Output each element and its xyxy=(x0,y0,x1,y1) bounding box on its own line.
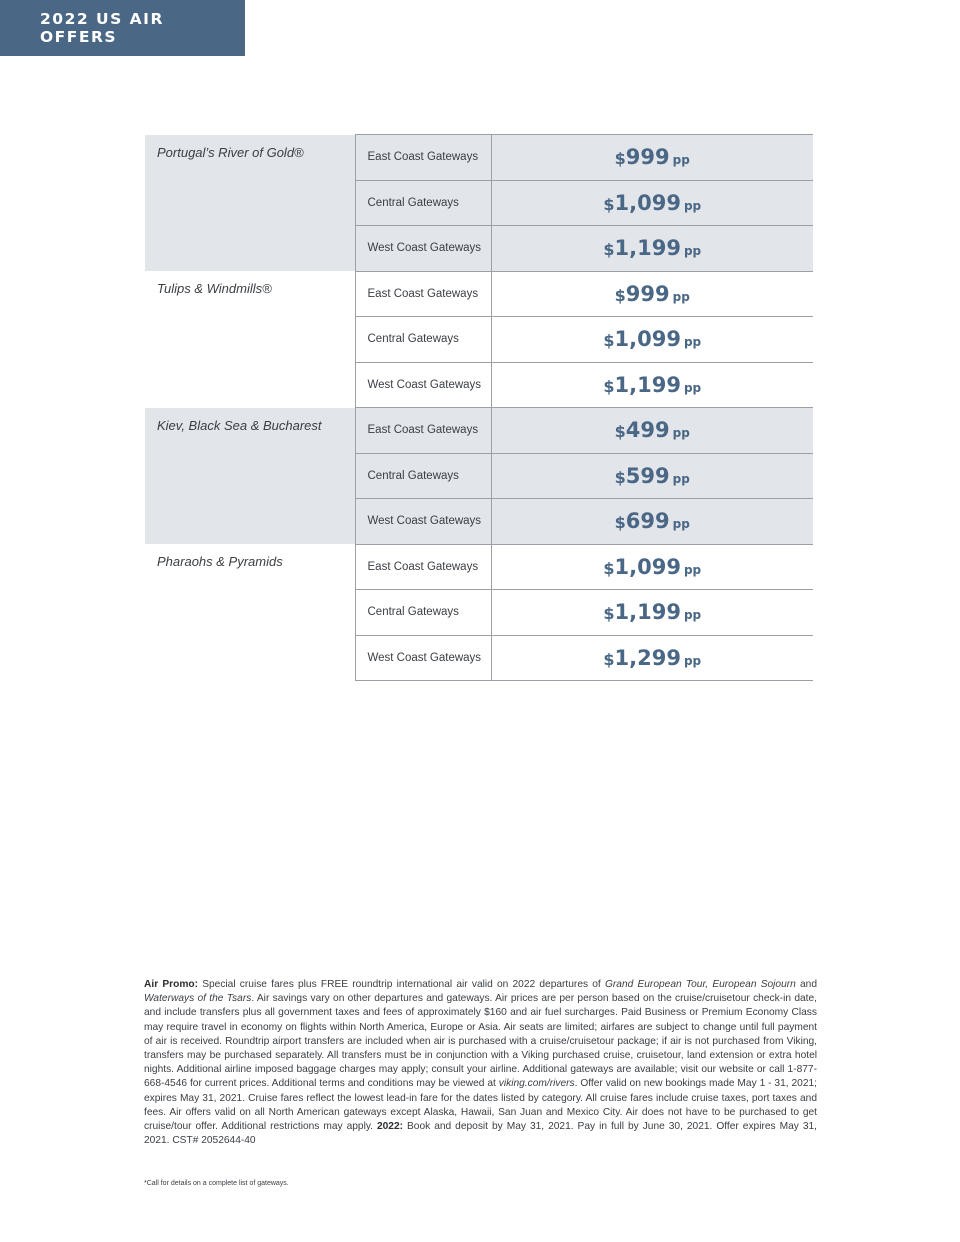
fare-price xyxy=(491,362,813,408)
price-amount: 1,199 xyxy=(614,600,681,625)
currency-symbol: $ xyxy=(614,285,626,305)
gateway-label: Central Gateways xyxy=(355,317,491,363)
gateway-label: East Coast Gateways xyxy=(355,135,491,181)
per-person-suffix: pp xyxy=(683,608,702,623)
terms-text-2: and xyxy=(795,979,818,990)
per-person-suffix: pp xyxy=(683,198,702,213)
price-amount: 1,199 xyxy=(614,236,681,261)
price-amount: 699 xyxy=(625,509,670,534)
page-header-tab xyxy=(0,0,245,56)
fare-row xyxy=(145,544,813,590)
per-person-suffix: pp xyxy=(683,380,702,395)
price-amount: 1,199 xyxy=(614,372,681,397)
per-person-suffix: pp xyxy=(672,289,690,304)
per-person-suffix: pp xyxy=(683,562,702,577)
gateway-label: West Coast Gateways xyxy=(355,635,491,681)
currency-symbol: $ xyxy=(614,422,626,442)
price-amount: 999 xyxy=(625,281,670,306)
cruise-name: Kiev, Black Sea & Bucharest xyxy=(145,408,355,545)
currency-symbol: $ xyxy=(603,331,615,351)
fare-price xyxy=(491,499,813,545)
price-amount: 1,099 xyxy=(614,190,681,215)
terms-italic-1: Grand European Tour, European Sojourn xyxy=(604,979,796,990)
fare-price xyxy=(491,544,813,590)
terms-italic-2: Waterways of the Tsars xyxy=(144,993,252,1005)
price-amount: 1,099 xyxy=(614,554,681,579)
cruise-name: Pharaohs & Pyramids xyxy=(157,554,283,569)
gateway-label: West Coast Gateways xyxy=(355,499,491,545)
gateway-label: East Coast Gateways xyxy=(355,271,491,317)
currency-symbol: $ xyxy=(603,604,615,624)
per-person-suffix: pp xyxy=(683,244,702,259)
fare-price xyxy=(491,453,813,499)
fare-price xyxy=(491,180,813,226)
terms-text-3: . Air savings vary on other departures and gateways. Air prices are per person based on the cruise/cruisetour check-in date, and include transfers plus all government taxes and fees of approximately $160 and air fuel surcharges. Paid Business or Premium Economy Class may require travel in economy on flights within North America, Europe or Asia. Air seats are limited; airfares are subject to change until full payment of air is received. Roundtrip airport transfers are included when air is purchased with a cruise/cruisetour package; if air is not purchased from Viking, transfers may be purchased separately. All transfers must be in conjunction with a Viking purchased cruise, cruisetour, land extension or extra hotel nights. Additional airline imposed baggage charges may apply; consult your airline. Additional gateways are available; visit our website or call 1-877-668-4546 for current prices. Additional terms and conditions may be viewed at xyxy=(144,993,817,1090)
price-amount: 999 xyxy=(625,145,670,170)
gateways-footnote: *Call for details on a complete list of gateways. xyxy=(144,1180,289,1187)
fare-row xyxy=(145,135,813,181)
terms-website-link[interactable]: viking.com/rivers xyxy=(498,1078,575,1090)
fare-price xyxy=(491,408,813,454)
cruise-name: Portugal’s River of Gold® xyxy=(145,135,355,272)
per-person-suffix: pp xyxy=(672,517,690,532)
per-person-suffix: pp xyxy=(683,335,702,350)
gateway-label: West Coast Gateways xyxy=(355,362,491,408)
currency-symbol: $ xyxy=(603,558,615,578)
currency-symbol: $ xyxy=(603,240,615,260)
per-person-suffix: pp xyxy=(672,426,690,441)
price-amount: 599 xyxy=(625,463,670,488)
per-person-suffix: pp xyxy=(672,153,690,168)
per-person-suffix: pp xyxy=(672,471,690,486)
per-person-suffix: pp xyxy=(683,653,702,668)
fare-price xyxy=(491,317,813,363)
air-promo-terms xyxy=(144,978,817,1148)
currency-symbol: $ xyxy=(614,149,626,169)
terms-2022-label: 2022: xyxy=(376,1121,404,1133)
fare-price xyxy=(491,135,813,181)
fare-price xyxy=(491,271,813,317)
fare-row xyxy=(145,408,813,454)
fare-price xyxy=(491,635,813,681)
currency-symbol: $ xyxy=(603,649,615,669)
price-amount: 499 xyxy=(625,418,670,443)
currency-symbol: $ xyxy=(614,513,626,533)
air-promo-label: Air Promo: xyxy=(144,979,198,990)
currency-symbol: $ xyxy=(603,376,615,396)
page-title: 2022 US AIR OFFERS xyxy=(40,10,164,46)
currency-symbol: $ xyxy=(603,194,615,214)
currency-symbol: $ xyxy=(614,467,626,487)
terms-text-1: Special cruise fares plus FREE roundtrip international air valid on 2022 departures of xyxy=(198,979,605,990)
terms-text-4: . Offer valid on new bookings made May 1 - 31, 2021; expires May 31, 2021. Cruise fares reflect the lowest lead-in fare for the dates listed by category. All cruise fares include cruise taxes, port taxes and fees. Air offers valid on all North American gateways except Alaska, Hawaii, San Juan and Mexico City. Air does not have to be purchased to get cruise/tour offer. Additional restrictions may apply. xyxy=(144,1078,817,1133)
gateway-label: Central Gateways xyxy=(355,590,491,636)
gateway-label: East Coast Gateways xyxy=(355,408,491,454)
price-amount: 1,099 xyxy=(614,327,681,352)
air-fare-table xyxy=(145,134,813,681)
gateway-label: Central Gateways xyxy=(355,180,491,226)
fare-row xyxy=(145,271,813,317)
gateway-label: Central Gateways xyxy=(355,453,491,499)
cruise-name: Tulips & Windmills® xyxy=(157,281,272,296)
fare-price xyxy=(491,590,813,636)
gateway-label: East Coast Gateways xyxy=(355,544,491,590)
fare-table-body xyxy=(145,135,813,681)
gateway-label: West Coast Gateways xyxy=(355,226,491,272)
price-amount: 1,299 xyxy=(614,645,681,670)
fare-price xyxy=(491,226,813,272)
terms-text-5: Book and deposit by May 31, 2021. Pay in full by June 30, 2021. Offer expires May 31, 2021. CST# 2052644-40 xyxy=(144,1121,817,1147)
